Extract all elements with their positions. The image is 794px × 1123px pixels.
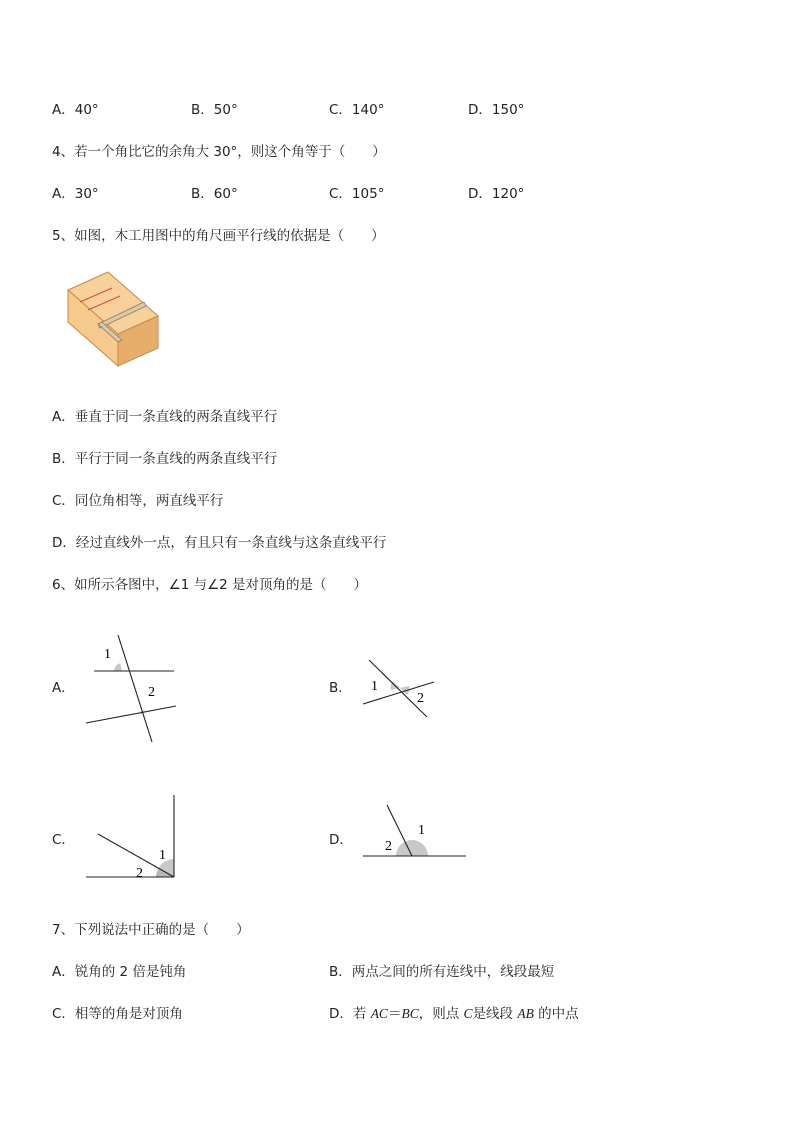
q7-d-suffix: 的中点	[533, 1006, 579, 1022]
q5-option-a: A．垂直于同一条直线的两条直线平行	[52, 409, 278, 425]
q6-d-label-2: 2	[385, 839, 392, 854]
q6-figure-d	[360, 800, 470, 862]
q6-option-d-letter: D．	[329, 832, 353, 848]
q7-d-ab: AB	[517, 1006, 534, 1021]
q6-figure-c	[84, 792, 184, 884]
q6-c-label-2: 2	[136, 866, 143, 881]
q7-d-c: C	[463, 1006, 473, 1021]
q7-d-prefix: D．若	[329, 1006, 371, 1022]
q7-stem: 7、下列说法中正确的是（ ）	[52, 922, 250, 938]
q5-stem: 5、如图，木工用图中的角尺画平行线的依据是（ ）	[52, 228, 385, 244]
q5-option-b: B．平行于同一条直线的两条直线平行	[52, 451, 278, 467]
q6-b-label-2: 2	[417, 691, 424, 706]
q7-option-c: C．相等的角是对顶角	[52, 1006, 183, 1022]
q3-option-c: C．140°	[329, 102, 385, 118]
q6-option-a-letter: A．	[52, 680, 75, 696]
q4-option-b: B．60°	[191, 186, 238, 202]
q5-option-d: D．经过直线外一点，有且只有一条直线与这条直线平行	[52, 535, 387, 551]
q6-d-label-1: 1	[418, 823, 425, 838]
q6-c-label-1: 1	[159, 848, 166, 863]
q3-option-a: A．40°	[52, 102, 99, 118]
q6-figure-b	[360, 655, 440, 720]
q4-option-d: D．120°	[468, 186, 525, 202]
q7-option-b: B．两点之间的所有连线中，线段最短	[329, 964, 555, 980]
wood-block-figure	[60, 268, 166, 370]
q5-option-c: C．同位角相等，两直线平行	[52, 493, 224, 509]
q6-option-b-letter: B．	[329, 680, 352, 696]
q3-option-d: D．150°	[468, 102, 525, 118]
q7-d-eq: ＝	[387, 1006, 402, 1022]
q3-option-b: B．50°	[191, 102, 238, 118]
q7-d-ac: AC	[370, 1006, 388, 1021]
q7-d-mid1: ，则点	[418, 1006, 464, 1022]
q7-d-mid2: 是线段	[472, 1006, 518, 1022]
q7-option-a: A．锐角的 2 倍是钝角	[52, 964, 187, 980]
q6-b-label-1: 1	[371, 679, 378, 694]
q7-d-bc: BC	[401, 1006, 419, 1021]
q6-figure-a	[82, 630, 182, 745]
q6-a-label-2: 2	[148, 685, 155, 700]
q6-option-c-letter: C．	[52, 832, 75, 848]
q4-option-c: C．105°	[329, 186, 385, 202]
q6-a-label-1: 1	[104, 647, 111, 662]
q4-option-a: A．30°	[52, 186, 99, 202]
q6-stem: 6、如所示各图中，∠1 与∠2 是对顶角的是（ ）	[52, 577, 368, 593]
q4-stem: 4、若一个角比它的余角大 30°，则这个角等于（ ）	[52, 144, 386, 160]
q7-option-d	[329, 1005, 579, 1023]
